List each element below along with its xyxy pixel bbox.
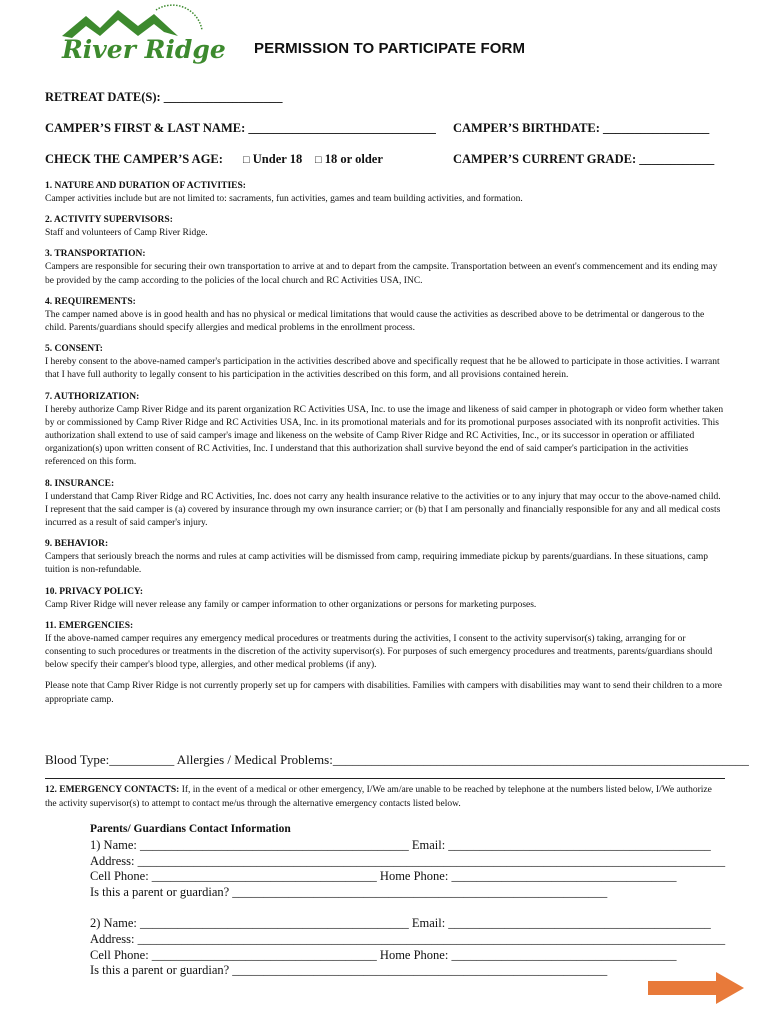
- contact1-address-field[interactable]: Address: ______________________________________________________________________________________________: [90, 853, 726, 868]
- checkbox-icon[interactable]: □: [315, 154, 322, 166]
- divider-line: [45, 778, 725, 779]
- section-body: Camper activities include but are not limited to: sacraments, fun activities, games and team building activities, and formation.: [45, 194, 523, 204]
- age-18-or-older-label: 18 or older: [324, 152, 383, 166]
- next-arrow-icon[interactable]: [646, 970, 746, 1006]
- section-body: Camp River Ridge will never release any family or camper information to other organizations or persons for marketing purposes.: [45, 599, 537, 610]
- section-body: [45, 783, 725, 811]
- retreat-dates-field[interactable]: RETREAT DATE(S): ___________________: [45, 90, 283, 104]
- section-body: The camper named above is in good health and has no physical or medical limitations that would cause the activities as described above to be detrimental or dangerous to the child. Parents/guardians should specify allergies and medical problems in the enrollment process.: [45, 309, 705, 334]
- section-heading: 8. INSURANCE:: [45, 478, 115, 489]
- section-heading: 5. CONSENT:: [45, 344, 103, 355]
- section-heading: 7. AUTHORIZATION:: [45, 391, 140, 402]
- blood-type-allergies-field[interactable]: Blood Type:__________ Allergies / Medical Problems:________________________________________________________________: [45, 752, 749, 767]
- section-privacy: [45, 586, 725, 612]
- section-requirements: [45, 296, 725, 335]
- section-emergency-contacts: [45, 783, 725, 811]
- age-under-18-option[interactable]: [243, 152, 302, 167]
- section-body: I understand that Camp River Ridge and RC Activities, Inc. does not carry any health insurance relative to the activities or to any injury that may occur to the above-named child. I represent that the said camper is (a) covered by insurance through my own insurance carrier; or (b) that I am personally and financially responsible for any and all medical costs incurred as a result of said camper's injury.: [45, 491, 721, 529]
- section-heading: 10. PRIVACY POLICY:: [45, 586, 144, 597]
- section-heading: 3. TRANSPORTATION:: [45, 249, 146, 260]
- disability-note: Please note that Camp River Ridge is not currently properly set up for campers with disabilities. Families with campers with disabilities may want to send their children to a more appropriate camp.: [45, 681, 722, 705]
- section-body: Staff and volunteers of Camp River Ridge.: [45, 228, 208, 239]
- checkbox-icon[interactable]: □: [243, 154, 250, 166]
- spacer: [90, 901, 730, 916]
- section-body: I hereby consent to the above-named camper's participation in the activities described above and specifically request that he be allowed to participate in those activities. I warrant that I have full authority to legally consent to his participation in the activities described on this form, and all provisions contained herein.: [45, 357, 720, 381]
- section-heading: 11. EMERGENCIES:: [45, 620, 134, 631]
- check-age-label: CHECK THE CAMPER’S AGE:: [45, 152, 223, 166]
- section-heading: 9. BEHAVIOR:: [45, 539, 109, 550]
- contact1-name-email-field[interactable]: 1) Name: ___________________________________________ Email: __________________________________________: [90, 837, 711, 852]
- section-body: Campers that seriously breach the norms and rules at camp activities will be dismissed from camp, requiring immediate pickup by parents/guardians. In these situations, camp tuition is non-refundable.: [45, 552, 708, 576]
- svg-text:River Ridge: River Ridge: [62, 35, 226, 64]
- section-heading: 4. REQUIREMENTS:: [45, 296, 136, 307]
- section-body: Campers are responsible for securing their own transportation to arrive at and to depart from the campsite. Transportation between an event's commencement and its ending may be provided by the camp according to the policies of the local church and RC Activities USA, INC.: [45, 262, 718, 286]
- section-heading: 12. EMERGENCY CONTACTS:: [45, 785, 180, 795]
- form-title: PERMISSION TO PARTICIPATE FORM: [254, 40, 526, 57]
- contact-information: [90, 822, 730, 979]
- section-heading: 1. NATURE AND DURATION OF ACTIVITIES:: [45, 181, 246, 191]
- contact2-address-field[interactable]: Address: ______________________________________________________________________________________________: [90, 931, 726, 946]
- section-authorization: [45, 391, 725, 470]
- age-under-18-label: Under 18: [252, 152, 303, 166]
- current-grade-field[interactable]: CAMPER’S CURRENT GRADE: ____________: [453, 152, 715, 166]
- contacts-title: Parents/ Guardians Contact Information: [90, 823, 291, 835]
- section-consent: [45, 343, 725, 382]
- contact2-parent-guardian-field[interactable]: Is this a parent or guardian? ____________________________________________________________: [90, 963, 608, 978]
- section-insurance: [45, 478, 725, 531]
- age-18-or-older-option[interactable]: [315, 152, 383, 167]
- section-transportation: [45, 248, 725, 287]
- section-behavior: [45, 538, 725, 577]
- contact1-parent-guardian-field[interactable]: Is this a parent or guardian? ____________________________________________________________: [90, 885, 608, 900]
- section-nature: [45, 180, 725, 206]
- form-sections: [45, 180, 725, 717]
- section-text: If, in the event of a medical or other emergency, I/We am/are unable to be reached by telephone at the numbers listed below, I/We authorize the activity supervisor(s) to attempt to contact me/us through the alternative emergency contacts listed below.: [45, 785, 712, 809]
- contact1-phone-field[interactable]: Cell Phone: ____________________________________ Home Phone: ____________________________________: [90, 869, 677, 884]
- camper-birthdate-field[interactable]: CAMPER’S BIRTHDATE: _________________: [453, 121, 710, 135]
- section-heading: 2. ACTIVITY SUPERVISORS:: [45, 215, 173, 226]
- section-emergencies: [45, 620, 725, 673]
- river-ridge-logo: [56, 6, 226, 68]
- section-body: I hereby authorize Camp River Ridge and its parent organization RC Activities USA, Inc. to use the image and likeness of said camper in photograph or video form whether taken by or commissioned by Camp River Ridge and RC Activities USA, Inc. in its promotional materials and for its promotional purposes associated with its nonprofit activities. This authorization shall extend to use of said camper's image and likeness on the website of Camp River Ridge and RC Activities, Inc., or its successor in operation or affiliated organization(s) upon written consent of RC Activities, Inc. I understand that this authorization shall survive beyond the end of said camper's participation in the activities referenced on this form.: [45, 404, 724, 468]
- camper-name-field[interactable]: CAMPER’S FIRST & LAST NAME: ______________________________: [45, 121, 436, 135]
- contact2-name-email-field[interactable]: 2) Name: ___________________________________________ Email: __________________________________________: [90, 915, 711, 930]
- section-supervisors: [45, 214, 725, 240]
- section-body: If the above-named camper requires any emergency medical procedures or treatments during the activities, I consent to the activity supervisor(s) taking, arranging for or consenting to such procedures or treatments in the discretion of the activity supervisor(s). For purposes of such emergency procedures and treatments, parents/guardians should below specify their camper's blood type, allergies, and other medical problems (if any).: [45, 633, 713, 671]
- contact2-phone-field[interactable]: Cell Phone: ____________________________________ Home Phone: ____________________________________: [90, 947, 677, 962]
